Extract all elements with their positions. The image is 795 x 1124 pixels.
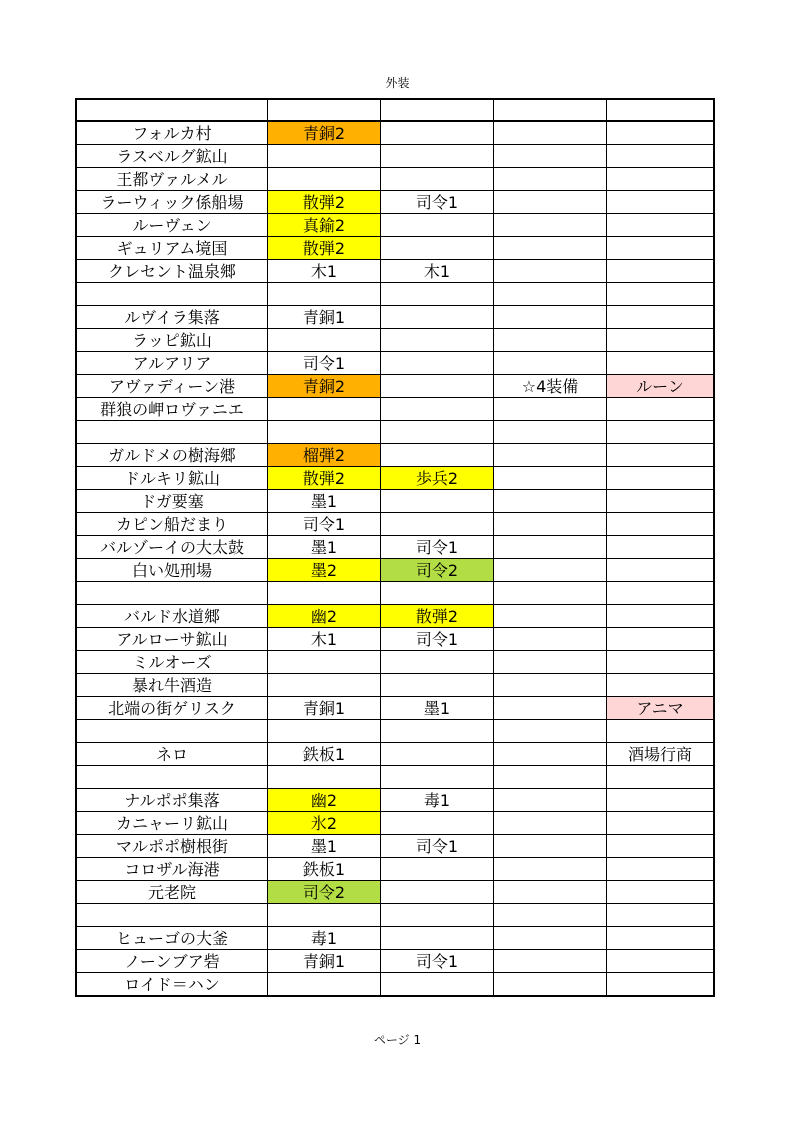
table-row	[76, 904, 714, 927]
value-cell[interactable]: 墨1	[268, 536, 381, 559]
page-header: 外装	[385, 76, 410, 90]
value-cell[interactable]: 青銅1	[268, 697, 381, 720]
value-cell[interactable]	[381, 651, 494, 674]
value-cell[interactable]	[268, 582, 381, 605]
value-cell[interactable]	[381, 352, 494, 375]
location-cell[interactable]	[76, 283, 268, 306]
value-cell[interactable]	[494, 559, 607, 582]
value-cell[interactable]	[494, 536, 607, 559]
value-cell[interactable]: 幽2	[268, 789, 381, 812]
value-cell[interactable]: 散弾2	[268, 237, 381, 260]
value-cell[interactable]: 司令1	[381, 191, 494, 214]
table-row	[76, 513, 714, 536]
value-cell[interactable]	[607, 513, 715, 536]
location-cell[interactable]: ラッピ鉱山	[76, 329, 268, 352]
value-cell[interactable]	[607, 973, 715, 997]
table-body	[76, 99, 714, 996]
value-cell[interactable]: 司令1	[381, 536, 494, 559]
value-cell[interactable]	[494, 720, 607, 743]
table-row	[76, 835, 714, 858]
value-cell[interactable]	[381, 812, 494, 835]
value-cell[interactable]	[607, 950, 715, 973]
value-cell[interactable]	[607, 674, 715, 697]
value-cell[interactable]	[607, 881, 715, 904]
value-cell[interactable]: 鉄板1	[268, 858, 381, 881]
table-row	[76, 121, 714, 145]
value-cell[interactable]	[381, 927, 494, 950]
value-cell[interactable]	[494, 950, 607, 973]
value-cell[interactable]	[381, 398, 494, 421]
value-cell[interactable]	[494, 743, 607, 766]
location-cell[interactable]: バルド水道郷	[76, 605, 268, 628]
location-cell[interactable]: カニャーリ鉱山	[76, 812, 268, 835]
table-row	[76, 145, 714, 168]
value-cell[interactable]	[381, 582, 494, 605]
value-cell[interactable]	[268, 283, 381, 306]
location-cell[interactable]: ナルポポ集落	[76, 789, 268, 812]
value-cell[interactable]	[494, 697, 607, 720]
value-cell[interactable]	[494, 973, 607, 997]
location-cell[interactable]: マルポポ樹根街	[76, 835, 268, 858]
value-cell[interactable]	[381, 99, 494, 121]
value-cell[interactable]	[494, 398, 607, 421]
location-cell[interactable]: ガルドメの樹海郷	[76, 444, 268, 467]
table-row	[76, 927, 714, 950]
value-cell[interactable]	[607, 904, 715, 927]
value-cell[interactable]	[607, 559, 715, 582]
location-cell[interactable]: アルアリア	[76, 352, 268, 375]
table-row	[76, 950, 714, 973]
value-cell[interactable]	[268, 398, 381, 421]
value-cell[interactable]	[268, 766, 381, 789]
value-cell[interactable]	[268, 99, 381, 121]
location-cell[interactable]	[76, 720, 268, 743]
value-cell[interactable]	[607, 214, 715, 237]
value-cell[interactable]	[494, 260, 607, 283]
table-row	[76, 697, 714, 720]
location-cell[interactable]: 群狼の岬ロヴァニエ	[76, 398, 268, 421]
value-cell[interactable]	[494, 835, 607, 858]
location-cell[interactable]: ミルオーズ	[76, 651, 268, 674]
value-cell[interactable]: 幽2	[268, 605, 381, 628]
value-cell[interactable]	[607, 352, 715, 375]
location-cell[interactable]: ドガ要塞	[76, 490, 268, 513]
table-row	[76, 766, 714, 789]
value-cell[interactable]: 墨1	[381, 697, 494, 720]
table-row	[76, 444, 714, 467]
table-row	[76, 375, 714, 398]
value-cell[interactable]: 司令2	[381, 559, 494, 582]
value-cell[interactable]	[381, 145, 494, 168]
table-row	[76, 352, 714, 375]
value-cell[interactable]	[607, 421, 715, 444]
value-cell[interactable]	[607, 444, 715, 467]
location-cell[interactable]: ノーンブア砦	[76, 950, 268, 973]
location-cell[interactable]	[76, 904, 268, 927]
location-cell[interactable]: 暴れ牛酒造	[76, 674, 268, 697]
value-cell[interactable]	[607, 191, 715, 214]
value-cell[interactable]	[381, 375, 494, 398]
table-row	[76, 237, 714, 260]
value-cell[interactable]	[607, 766, 715, 789]
value-cell[interactable]	[494, 99, 607, 121]
value-cell[interactable]: 司令1	[381, 950, 494, 973]
table-row	[76, 743, 714, 766]
value-cell[interactable]: 酒場行商	[607, 743, 715, 766]
value-cell[interactable]: 墨2	[268, 559, 381, 582]
value-cell[interactable]	[381, 421, 494, 444]
value-cell[interactable]	[494, 191, 607, 214]
location-cell[interactable]	[76, 99, 268, 121]
value-cell[interactable]: 木1	[381, 260, 494, 283]
value-cell[interactable]: 青銅2	[268, 121, 381, 145]
value-cell[interactable]: 墨1	[268, 835, 381, 858]
table-row	[76, 421, 714, 444]
value-cell[interactable]	[381, 881, 494, 904]
value-cell[interactable]: 氷2	[268, 812, 381, 835]
value-cell[interactable]	[607, 927, 715, 950]
value-cell[interactable]	[607, 145, 715, 168]
value-cell[interactable]	[494, 812, 607, 835]
table-row	[76, 99, 714, 121]
value-cell[interactable]	[494, 444, 607, 467]
location-cell[interactable]	[76, 421, 268, 444]
location-cell[interactable]: ラスベルグ鉱山	[76, 145, 268, 168]
value-cell[interactable]: 司令1	[268, 513, 381, 536]
value-cell[interactable]	[494, 121, 607, 145]
value-cell[interactable]: 青銅1	[268, 306, 381, 329]
location-cell[interactable]: カピン船だまり	[76, 513, 268, 536]
value-cell[interactable]	[381, 720, 494, 743]
location-cell[interactable]: フォルカ村	[76, 121, 268, 145]
value-cell[interactable]	[607, 536, 715, 559]
value-cell[interactable]	[381, 858, 494, 881]
value-cell[interactable]	[494, 789, 607, 812]
value-cell[interactable]	[607, 168, 715, 191]
location-cell[interactable]: ネロ	[76, 743, 268, 766]
value-cell[interactable]	[607, 398, 715, 421]
value-cell[interactable]: 司令2	[268, 881, 381, 904]
table-row	[76, 536, 714, 559]
table-row	[76, 651, 714, 674]
location-cell[interactable]: 元老院	[76, 881, 268, 904]
value-cell[interactable]	[607, 858, 715, 881]
value-cell[interactable]	[494, 145, 607, 168]
value-cell[interactable]: 散弾2	[268, 467, 381, 490]
value-cell[interactable]	[381, 674, 494, 697]
value-cell[interactable]	[494, 467, 607, 490]
value-cell[interactable]: 青銅2	[268, 375, 381, 398]
value-cell[interactable]: 榴弾2	[268, 444, 381, 467]
value-cell[interactable]	[607, 467, 715, 490]
value-cell[interactable]	[494, 490, 607, 513]
table-row	[76, 306, 714, 329]
location-cell[interactable]: ルーヴェン	[76, 214, 268, 237]
value-cell[interactable]	[381, 306, 494, 329]
value-cell[interactable]: 司令1	[381, 835, 494, 858]
value-cell[interactable]	[607, 99, 715, 121]
location-cell[interactable]: ヒューゴの大釜	[76, 927, 268, 950]
table-row	[76, 467, 714, 490]
value-cell[interactable]	[381, 766, 494, 789]
value-cell[interactable]	[381, 973, 494, 997]
value-cell[interactable]	[607, 812, 715, 835]
table-row	[76, 214, 714, 237]
value-cell[interactable]	[607, 490, 715, 513]
value-cell[interactable]	[494, 766, 607, 789]
table-row	[76, 628, 714, 651]
table-row	[76, 812, 714, 835]
value-cell[interactable]: 司令1	[381, 628, 494, 651]
value-cell[interactable]	[494, 651, 607, 674]
table-row	[76, 582, 714, 605]
location-cell[interactable]: コロザル海港	[76, 858, 268, 881]
value-cell[interactable]	[381, 237, 494, 260]
value-cell[interactable]	[607, 720, 715, 743]
value-cell[interactable]	[268, 904, 381, 927]
value-cell[interactable]	[381, 743, 494, 766]
location-cell[interactable]: アルローサ鉱山	[76, 628, 268, 651]
table-row	[76, 858, 714, 881]
value-cell[interactable]: 青銅1	[268, 950, 381, 973]
value-cell[interactable]	[607, 260, 715, 283]
table-row	[76, 881, 714, 904]
location-cell[interactable]: アヴァディーン港	[76, 375, 268, 398]
page-footer: ページ 1	[373, 1033, 422, 1047]
table-row	[76, 168, 714, 191]
table-row	[76, 605, 714, 628]
table-row	[76, 191, 714, 214]
value-cell[interactable]	[494, 628, 607, 651]
table-row	[76, 559, 714, 582]
value-cell[interactable]	[381, 513, 494, 536]
value-cell[interactable]	[494, 168, 607, 191]
value-cell[interactable]: 散弾2	[268, 191, 381, 214]
value-cell[interactable]	[494, 881, 607, 904]
location-cell[interactable]: クレセント温泉郷	[76, 260, 268, 283]
value-cell[interactable]	[494, 674, 607, 697]
value-cell[interactable]	[381, 214, 494, 237]
table-row	[76, 329, 714, 352]
value-cell[interactable]	[494, 421, 607, 444]
table-row	[76, 674, 714, 697]
value-cell[interactable]	[607, 306, 715, 329]
location-cell[interactable]: 白い処刑場	[76, 559, 268, 582]
value-cell[interactable]	[494, 214, 607, 237]
value-cell[interactable]: 歩兵2	[381, 467, 494, 490]
table-row	[76, 490, 714, 513]
value-cell[interactable]	[607, 329, 715, 352]
value-cell[interactable]: 真鍮2	[268, 214, 381, 237]
value-cell[interactable]: 毒1	[268, 927, 381, 950]
value-cell[interactable]	[494, 858, 607, 881]
table-row	[76, 973, 714, 997]
value-cell[interactable]	[268, 674, 381, 697]
table-row	[76, 789, 714, 812]
value-cell[interactable]	[494, 306, 607, 329]
value-cell[interactable]	[494, 513, 607, 536]
value-cell[interactable]	[607, 651, 715, 674]
value-cell[interactable]: 鉄板1	[268, 743, 381, 766]
value-cell[interactable]: アニマ	[607, 697, 715, 720]
value-cell[interactable]	[494, 605, 607, 628]
value-cell[interactable]	[607, 789, 715, 812]
value-cell[interactable]	[607, 121, 715, 145]
location-cell[interactable]: ロイド＝ハン	[76, 973, 268, 997]
spreadsheet-table	[75, 98, 715, 997]
value-cell[interactable]: 散弾2	[381, 605, 494, 628]
value-cell[interactable]	[381, 283, 494, 306]
location-cell[interactable]	[76, 766, 268, 789]
location-cell[interactable]: ルヴイラ集落	[76, 306, 268, 329]
location-cell[interactable]: 北端の街ゲリスク	[76, 697, 268, 720]
value-cell[interactable]	[268, 421, 381, 444]
value-cell[interactable]: 木1	[268, 260, 381, 283]
value-cell[interactable]: 墨1	[268, 490, 381, 513]
value-cell[interactable]	[607, 283, 715, 306]
value-cell[interactable]	[607, 605, 715, 628]
value-cell[interactable]: 毒1	[381, 789, 494, 812]
value-cell[interactable]	[607, 582, 715, 605]
table-row	[76, 283, 714, 306]
value-cell[interactable]	[381, 904, 494, 927]
value-cell[interactable]	[268, 145, 381, 168]
value-cell[interactable]	[494, 927, 607, 950]
value-cell[interactable]	[494, 352, 607, 375]
location-cell[interactable]: ラーウィック係船場	[76, 191, 268, 214]
table-row	[76, 398, 714, 421]
location-cell[interactable]: ギュリアム境国	[76, 237, 268, 260]
table-row	[76, 720, 714, 743]
value-cell[interactable]	[607, 628, 715, 651]
value-cell[interactable]	[494, 329, 607, 352]
value-cell[interactable]	[494, 582, 607, 605]
location-cell[interactable]: バルゾーイの大太鼓	[76, 536, 268, 559]
value-cell[interactable]	[607, 835, 715, 858]
location-cell[interactable]: ドルキリ鉱山	[76, 467, 268, 490]
value-cell[interactable]	[381, 168, 494, 191]
value-cell[interactable]	[268, 168, 381, 191]
value-cell[interactable]	[607, 237, 715, 260]
location-cell[interactable]: 王都ヴァルメル	[76, 168, 268, 191]
value-cell[interactable]: 木1	[268, 628, 381, 651]
value-cell[interactable]: ☆4装備	[494, 375, 607, 398]
value-cell[interactable]: ルーン	[607, 375, 715, 398]
table-row	[76, 260, 714, 283]
value-cell[interactable]	[494, 237, 607, 260]
value-cell[interactable]	[268, 329, 381, 352]
value-cell[interactable]	[268, 720, 381, 743]
value-cell[interactable]	[268, 973, 381, 997]
value-cell[interactable]	[381, 329, 494, 352]
value-cell[interactable]	[381, 121, 494, 145]
location-cell[interactable]	[76, 582, 268, 605]
value-cell[interactable]	[381, 490, 494, 513]
value-cell[interactable]: 司令1	[268, 352, 381, 375]
value-cell[interactable]	[494, 283, 607, 306]
value-cell[interactable]	[381, 444, 494, 467]
value-cell[interactable]	[494, 904, 607, 927]
value-cell[interactable]	[268, 651, 381, 674]
